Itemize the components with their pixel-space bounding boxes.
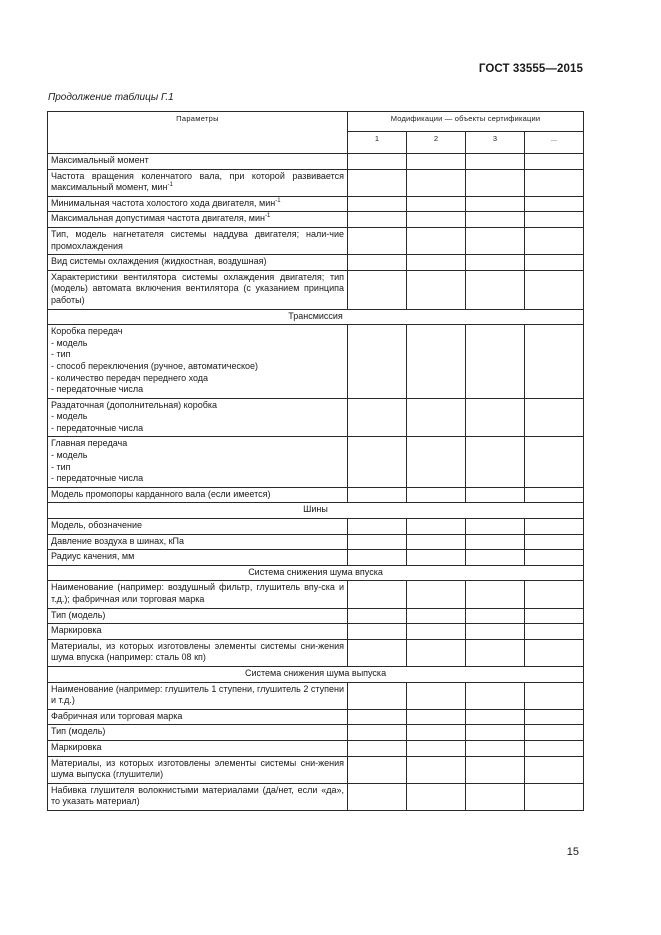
parameter-cell	[48, 534, 348, 550]
parameter-line	[51, 272, 344, 307]
modification-value-cell	[348, 154, 407, 170]
parameter-cell	[48, 437, 348, 487]
parameter-cell	[48, 783, 348, 810]
modification-value-cell	[525, 725, 584, 741]
modification-value-cell	[466, 437, 525, 487]
document-code: ГОСТ 33555—2015	[478, 63, 583, 75]
parameter-text: Частота вращения коленчатого вала, при которой развивается максимальный момент, мин	[51, 170, 344, 193]
section-row	[48, 565, 584, 581]
modification-value-cell	[348, 534, 407, 550]
modification-value-cell	[348, 639, 407, 666]
table-row	[48, 212, 584, 228]
modification-value-cell	[525, 154, 584, 170]
parameter-text: Маркировка	[51, 625, 102, 636]
parameter-line	[51, 462, 344, 474]
parameter-cell	[48, 682, 348, 709]
modification-value-cell	[525, 169, 584, 196]
parameter-cell	[48, 169, 348, 196]
modification-value-cell	[525, 783, 584, 810]
modification-value-cell	[348, 682, 407, 709]
modification-value-cell	[407, 534, 466, 550]
mod-column-header: 1	[348, 132, 407, 154]
modification-value-cell	[525, 756, 584, 783]
table-row	[48, 725, 584, 741]
modification-value-cell	[525, 624, 584, 640]
modification-value-cell	[466, 154, 525, 170]
parameter-line	[51, 536, 344, 548]
parameter-cell	[48, 212, 348, 228]
parameter-line	[51, 361, 344, 373]
param-column-header: Параметры	[48, 112, 348, 154]
parameter-line	[51, 338, 344, 350]
unit-superscript: -1	[167, 182, 173, 189]
parameter-text: Фабричная или торговая марка	[51, 710, 183, 721]
modification-value-cell	[525, 270, 584, 309]
modification-value-cell	[348, 255, 407, 271]
parameter-text: - модель	[51, 337, 88, 348]
mod-column-header: 3	[466, 132, 525, 154]
modification-value-cell	[525, 608, 584, 624]
parameter-text: Раздаточная (дополнительная) коробка	[51, 399, 218, 410]
modification-value-cell	[348, 581, 407, 608]
modification-value-cell	[525, 740, 584, 756]
parameter-text: Тип, модель нагнетателя системы наддува двигателя; нали-чие промохлаждения	[51, 228, 344, 251]
parameter-line	[51, 684, 344, 707]
parameter-line	[51, 625, 344, 637]
parameter-text: Материалы, из которых изготовлены элементы системы сни-жения шума выпуска (глушители)	[51, 757, 344, 780]
modification-value-cell	[407, 270, 466, 309]
section-heading: Трансмиссия	[48, 309, 584, 325]
parameter-cell	[48, 487, 348, 503]
modification-value-cell	[466, 740, 525, 756]
parameter-text: Характеристики вентилятора системы охлаждения двигателя; тип (модель) автомата включения вентилятора (с указанием принципа работы)	[51, 271, 344, 305]
modification-value-cell	[348, 487, 407, 503]
modification-value-cell	[466, 325, 525, 399]
parameter-line	[51, 213, 344, 225]
modification-value-cell	[348, 325, 407, 399]
parameter-cell	[48, 154, 348, 170]
parameter-line	[51, 384, 344, 396]
parameter-cell	[48, 756, 348, 783]
parameter-line	[51, 256, 344, 268]
parameter-line	[51, 438, 344, 450]
parameter-cell	[48, 550, 348, 566]
table-row	[48, 581, 584, 608]
parameter-line	[51, 489, 344, 501]
parameter-cell	[48, 196, 348, 212]
modification-value-cell	[407, 639, 466, 666]
modification-value-cell	[348, 783, 407, 810]
parameter-line	[51, 742, 344, 754]
modification-value-cell	[407, 212, 466, 228]
modification-value-cell	[348, 437, 407, 487]
modification-value-cell	[407, 227, 466, 254]
modification-value-cell	[466, 581, 525, 608]
modification-value-cell	[466, 255, 525, 271]
modification-value-cell	[348, 608, 407, 624]
unit-superscript: -1	[264, 213, 271, 220]
table-row	[48, 519, 584, 535]
parameter-line	[51, 229, 344, 252]
page-number: 15	[566, 846, 579, 858]
parameter-text: Наименование (например: воздушный фильтр, глушитель впу-ска и т.д.); фабричная или торговая марка	[51, 582, 344, 604]
parameter-text: Набивка глушителя волокнистыми материалами (да/нет, если «да», то указать материал)	[51, 784, 344, 807]
table-row	[48, 227, 584, 254]
parameter-line	[51, 411, 344, 423]
parameter-text: Маркировка	[51, 741, 102, 752]
parameter-text: - тип	[51, 349, 71, 360]
parameter-text: Модель промопоры карданного вала (если имеется)	[51, 488, 271, 499]
modification-value-cell	[525, 325, 584, 399]
parameter-line	[51, 520, 344, 532]
mod-column-header: 2	[407, 132, 466, 154]
parameter-text: Давление воздуха в шинах, кПа	[51, 535, 185, 546]
modification-value-cell	[525, 437, 584, 487]
modification-value-cell	[466, 519, 525, 535]
parameter-line	[51, 198, 344, 210]
modification-value-cell	[348, 550, 407, 566]
modification-value-cell	[407, 196, 466, 212]
modification-value-cell	[525, 519, 584, 535]
modification-value-cell	[407, 740, 466, 756]
parameter-text: Тип (модель)	[51, 726, 106, 737]
modification-value-cell	[466, 624, 525, 640]
table-row	[48, 639, 584, 666]
parameter-text: - передаточные числа	[51, 422, 144, 433]
parameter-cell	[48, 270, 348, 309]
section-row	[48, 503, 584, 519]
modification-value-cell	[348, 756, 407, 783]
parameter-text: Радиус качения, мм	[51, 551, 135, 562]
parameter-cell	[48, 255, 348, 271]
parameter-cell	[48, 725, 348, 741]
parameter-text: Тип (модель)	[51, 609, 106, 620]
modifications-header: Модификации — объекты сертификации	[348, 112, 584, 132]
modification-value-cell	[525, 709, 584, 725]
modification-value-cell	[407, 169, 466, 196]
parameter-cell	[48, 639, 348, 666]
parameter-text: Вид системы охлаждения (жидкостная, воздушная)	[51, 256, 267, 267]
parameter-text: - передаточные числа	[51, 473, 144, 484]
parameter-line	[51, 641, 344, 664]
table-row	[48, 709, 584, 725]
modification-value-cell	[466, 783, 525, 810]
section-row	[48, 666, 584, 682]
modification-value-cell	[407, 154, 466, 170]
parameter-cell	[48, 227, 348, 254]
parameter-cell	[48, 519, 348, 535]
parameter-line	[51, 400, 344, 412]
modification-value-cell	[466, 534, 525, 550]
parameter-line	[51, 423, 344, 435]
parameter-line	[51, 171, 344, 194]
parameter-text: - модель	[51, 450, 88, 461]
parameter-cell	[48, 608, 348, 624]
parameter-cell	[48, 740, 348, 756]
modification-value-cell	[348, 169, 407, 196]
modification-value-cell	[348, 740, 407, 756]
modification-value-cell	[466, 608, 525, 624]
table-row	[48, 624, 584, 640]
modification-value-cell	[407, 709, 466, 725]
modification-value-cell	[407, 682, 466, 709]
parameter-text: Наименование (например: глушитель 1 ступени, глушитель 2 ступени и т.д.)	[51, 683, 344, 706]
mod-column-header: ...	[525, 132, 584, 154]
modification-value-cell	[348, 398, 407, 437]
table-row	[48, 740, 584, 756]
modification-value-cell	[466, 169, 525, 196]
modification-value-cell	[466, 550, 525, 566]
table-row	[48, 255, 584, 271]
modification-value-cell	[407, 550, 466, 566]
modification-value-cell	[407, 624, 466, 640]
parameter-text: Материалы, из которых изготовлены элементы системы сни-жения шума впуска (например: сталь 08 кп)	[51, 640, 344, 663]
section-heading: Система снижения шума выпуска	[48, 666, 584, 682]
table-row	[48, 325, 584, 399]
parameter-line	[51, 785, 344, 808]
table-row	[48, 169, 584, 196]
unit-superscript: -1	[275, 197, 281, 204]
table-row	[48, 682, 584, 709]
modification-value-cell	[466, 709, 525, 725]
modification-value-cell	[407, 581, 466, 608]
table-row	[48, 756, 584, 783]
parameter-line	[51, 726, 344, 738]
parameter-line	[51, 326, 344, 338]
modification-value-cell	[466, 487, 525, 503]
table-row	[48, 608, 584, 624]
table-row	[48, 196, 584, 212]
modification-value-cell	[407, 519, 466, 535]
modification-value-cell	[525, 487, 584, 503]
table-row	[48, 154, 584, 170]
table-row	[48, 437, 584, 487]
parameter-line	[51, 551, 344, 563]
parameter-cell	[48, 398, 348, 437]
modification-value-cell	[525, 255, 584, 271]
modification-value-cell	[525, 212, 584, 228]
section-row	[48, 309, 584, 325]
modification-value-cell	[407, 608, 466, 624]
parameter-line	[51, 373, 344, 385]
table-caption: Продолжение таблицы Г.1	[48, 92, 174, 103]
modification-value-cell	[407, 255, 466, 271]
modification-value-cell	[348, 212, 407, 228]
table-row	[48, 487, 584, 503]
modification-value-cell	[407, 783, 466, 810]
parameter-text: Главная передача	[51, 438, 128, 449]
parameter-text: Коробка передач	[51, 326, 123, 337]
modification-value-cell	[466, 270, 525, 309]
table-row	[48, 550, 584, 566]
modification-value-cell	[407, 437, 466, 487]
modification-value-cell	[348, 196, 407, 212]
modification-value-cell	[466, 212, 525, 228]
modification-value-cell	[348, 725, 407, 741]
modification-value-cell	[407, 756, 466, 783]
parameter-line	[51, 450, 344, 462]
modification-value-cell	[525, 639, 584, 666]
modification-value-cell	[466, 756, 525, 783]
parameter-line	[51, 155, 344, 167]
parameter-line	[51, 473, 344, 485]
modification-value-cell	[348, 227, 407, 254]
parameter-line	[51, 582, 344, 605]
parameter-text: - модель	[51, 411, 88, 422]
modification-value-cell	[525, 550, 584, 566]
section-heading: Шины	[48, 503, 584, 519]
modification-value-cell	[525, 682, 584, 709]
parameter-text: Максимальная допустимая частота двигателя, мин	[51, 213, 265, 224]
modification-value-cell	[348, 709, 407, 725]
modification-value-cell	[525, 534, 584, 550]
parameter-cell	[48, 325, 348, 399]
parameter-cell	[48, 709, 348, 725]
modification-value-cell	[466, 398, 525, 437]
modification-value-cell	[407, 398, 466, 437]
table-row	[48, 534, 584, 550]
parameter-line	[51, 610, 344, 622]
table-row	[48, 270, 584, 309]
parameter-text: - количество передач переднего хода	[51, 372, 209, 383]
table-row	[48, 783, 584, 810]
parameter-line	[51, 349, 344, 361]
parameter-text: - тип	[51, 461, 71, 472]
parameter-line	[51, 758, 344, 781]
spec-table	[47, 111, 584, 811]
parameter-cell	[48, 624, 348, 640]
parameter-text: Максимальный момент	[51, 155, 149, 165]
modification-value-cell	[407, 325, 466, 399]
modification-value-cell	[466, 227, 525, 254]
parameter-cell	[48, 581, 348, 608]
modification-value-cell	[466, 196, 525, 212]
table-row	[48, 398, 584, 437]
modification-value-cell	[466, 639, 525, 666]
modification-value-cell	[525, 398, 584, 437]
modification-value-cell	[525, 196, 584, 212]
parameter-line	[51, 711, 344, 723]
modification-value-cell	[466, 682, 525, 709]
modification-value-cell	[525, 581, 584, 608]
modification-value-cell	[407, 487, 466, 503]
modification-value-cell	[348, 624, 407, 640]
section-heading: Система снижения шума впуска	[48, 565, 584, 581]
parameter-text: - передаточные числа	[51, 384, 144, 395]
modification-value-cell	[348, 270, 407, 309]
modification-value-cell	[407, 725, 466, 741]
modification-value-cell	[348, 519, 407, 535]
modification-value-cell	[525, 227, 584, 254]
parameter-text: - способ переключения (ручное, автоматическое)	[51, 360, 259, 371]
parameter-text: Модель, обозначение	[51, 520, 142, 531]
modification-value-cell	[466, 725, 525, 741]
parameter-text: Минимальная частота холостого хода двигателя, мин	[51, 197, 276, 208]
table-body	[48, 154, 584, 811]
